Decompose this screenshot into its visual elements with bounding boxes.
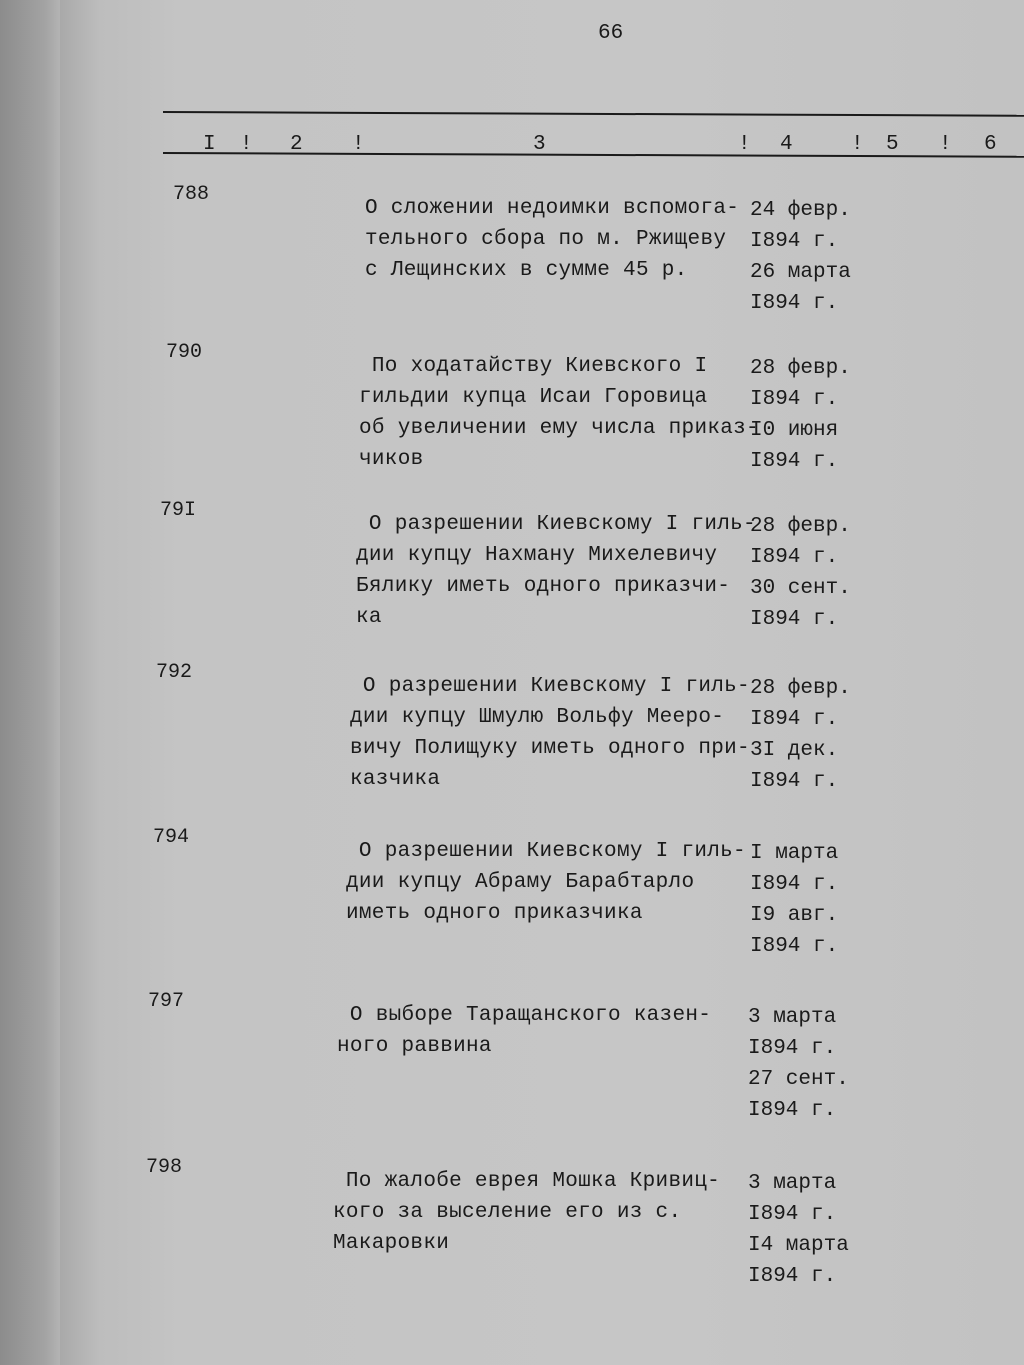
entry-description-line: об увеличении ему числа приказ- [359,417,759,440]
entry-date-line: 30 сент. [750,577,851,600]
entry-date-line: 28 февр. [750,677,851,700]
entry-date-line: I894 г. [750,546,839,569]
entry-date-line: 27 сент. [748,1068,849,1091]
entry-date-line: I894 г. [748,1099,837,1122]
entry-date-line: I894 г. [750,608,839,631]
entry-number: 790 [166,341,203,364]
entry-date-line: I894 г. [748,1203,837,1226]
entry-description-line: ка [356,606,382,629]
entry-date-line: I894 г. [750,292,839,315]
entry-description-line: тельного сбора по м. Ржищеву [365,228,727,251]
entry-date-line: I894 г. [748,1265,837,1288]
column-separator: ! [939,133,952,156]
entry-date-line: I894 г. [750,230,839,253]
entry-date-line: 3I дек. [750,739,839,762]
entry-number: 792 [156,661,193,684]
entry-date-line: 3 марта [748,1172,837,1195]
entry-description-line: По ходатайству Киевского I [359,355,708,378]
column-separator: ! [352,133,365,156]
entry-description-line: Макаровки [333,1232,450,1255]
entry-date-line: I марта [750,842,839,865]
entry-description-line: кого за выселение его из с. [333,1201,682,1224]
entry-date-line: I9 авг. [750,904,839,927]
entry-description-line: Бялику иметь одного приказчи- [356,575,731,598]
entry-description-line: дии купцу Нахману Михелевичу [356,544,718,567]
column-number: 2 [290,133,303,156]
entry-description-line: дии купцу Шмулю Вольфу Мееро- [350,706,725,729]
book-spine-shadow [0,0,64,1365]
entry-number: 798 [146,1156,183,1179]
entry-date-line: 28 февр. [750,357,851,380]
entry-number: 79I [160,499,197,522]
column-number: 3 [533,133,546,156]
entry-date-line: I0 июня [750,419,839,442]
entry-date-line: I894 г. [750,388,839,411]
entry-date-line: 28 февр. [750,515,851,538]
entry-description-line: гильдии купца Исаи Горовица [359,386,708,409]
entry-number: 797 [148,990,185,1013]
entry-description-line: О разрешении Киевскому I гиль- [346,840,746,863]
entry-description-line: дии купцу Абраму Барабтарло [346,871,695,894]
entry-date-line: I894 г. [750,770,839,793]
entry-description-line: с Лещинских в сумме 45 р. [365,259,688,282]
column-number: 6 [984,133,997,156]
page-number: 66 [598,22,624,45]
entry-number: 794 [153,826,190,849]
entry-date-line: I894 г. [750,935,839,958]
column-number: 4 [780,133,793,156]
entry-date-line: 26 марта [750,261,851,284]
entry-date-line: 24 февр. [750,199,851,222]
entry-date-line: I894 г. [750,873,839,896]
entry-description-line: казчика [350,768,441,791]
column-number: I [203,133,216,156]
entry-date-line: I894 г. [750,450,839,473]
entry-description-line: вичу Полищуку иметь одного при- [350,737,750,760]
entry-date-line: I4 марта [748,1234,849,1257]
entry-description-line: О разрешении Киевскому I гиль- [356,513,756,536]
entry-description-line: ного раввина [337,1035,492,1058]
column-separator: ! [240,133,253,156]
entry-description-line: О сложении недоимки вспомога- [365,197,740,220]
entry-description-line: О выборе Таращанского казен- [337,1004,712,1027]
entry-date-line: I894 г. [750,708,839,731]
entry-date-line: 3 марта [748,1006,837,1029]
entry-description-line: чиков [359,448,424,471]
column-number: 5 [886,133,899,156]
entry-description-line: иметь одного приказчика [346,902,643,925]
entry-description-line: По жалобе еврея Мошка Кривиц- [333,1170,721,1193]
entry-date-line: I894 г. [748,1037,837,1060]
entry-number: 788 [173,183,210,206]
column-separator: ! [738,133,751,156]
entry-description-line: О разрешении Киевскому I гиль- [350,675,750,698]
column-separator: ! [851,133,864,156]
